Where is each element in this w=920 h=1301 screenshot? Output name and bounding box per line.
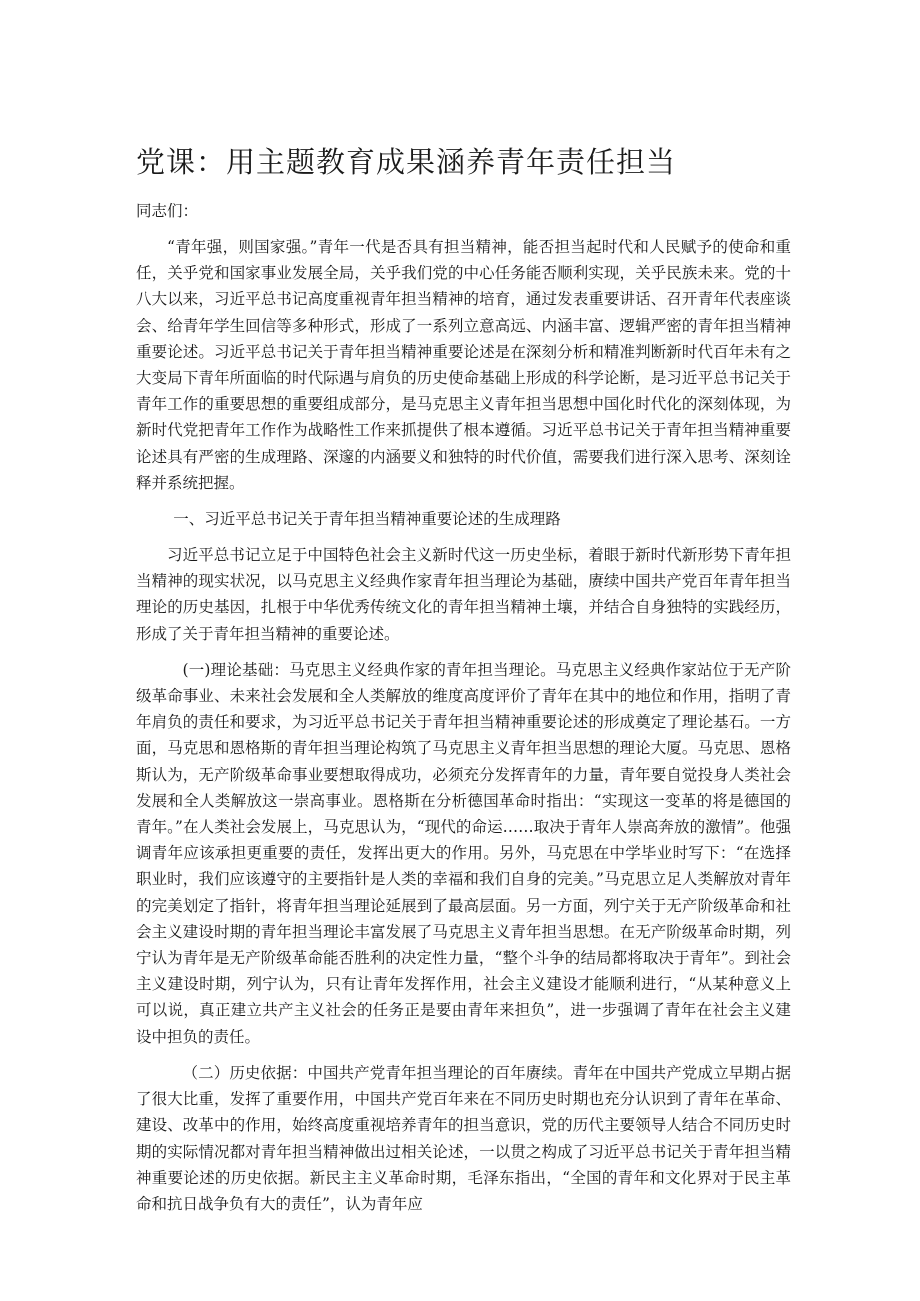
document-page [136,140,791,1227]
intro-paragraph: “青年强，则国家强。”青年一代是否具有担当精神，能否担当起时代和人民赋予的使命和重任，关乎党和国家事业发展全局，关乎我们党的中心任务能否顺利实现，关乎民族未来。党的十八大以来，习近平总书记高度重视青年担当精神的培育，通过发表重要讲话、召开青年代表座谈会、给青年学生回信等多种形式，形成了一系列立意高远、内涵丰富、逻辑严密的青年担当精神重要论述。习近平总书记关于青年担当精神重要论述是在深刻分析和精准判断新时代百年未有之大变局下青年所面临的时代际遇与肩负的历史使命基础上形成的科学论断，是习近平总书记关于青年工作的重要思想的重要组成部分，是马克思主义青年担当思想中国化时代化的深刻体现，为新时代党把青年工作作为战略性工作来抓提供了根本遵循。习近平总书记关于青年担当精神重要论述具有严密的生成理路、深邃的内涵要义和独特的时代价值，需要我们进行深入思考、深刻诠释并系统把握。 [136,238,791,492]
section-1-intro-paragraph: 习近平总书记立足于中国特色社会主义新时代这一历史坐标，着眼于新时代新形势下青年担当精神的现实状况，以马克思主义经典作家青年担当理论为基础，赓续中国共产党百年青年担当理论的历史基因，扎根于中华优秀传统文化的青年担当精神土壤，并结合自身独特的实践经历，形成了关于青年担当精神的重要论述。 [136,546,791,643]
salutation: 同志们： [136,202,199,220]
section-heading-1: 一、习近平总书记关于青年担当精神重要论述的生成理路 [173,510,561,529]
subsection-1-paragraph: (一)理论基础：马克思主义经典作家的青年担当理论。马克思主义经典作家站位于无产阶级革命事业、未来社会发展和全人类解放的维度高度评价了青年在其中的地位和作用，指明了青年肩负的责任和要求，为习近平总书记关于青年担当精神重要论述的形成奠定了理论基石。一方面，马克思和恩格斯的青年担当理论构筑了马克思主义青年担当思想的理论大厦。马克思、恩格斯认为，无产阶级革命事业要想取得成功，必须充分发挥青年的力量，青年要自觉投身人类社会发展和全人类解放这一崇高事业。恩格斯在分析德国革命时指出：“实现这一变革的将是德国的青年。”在人类社会发展上，马克思认为，“现代的命运……取决于青年人崇高奔放的激情”。他强调青年应该承担更重要的责任，发挥出更大的作用。另外，马克思在中学毕业时写下：“在选择职业时，我们应该遵守的主要指针是人类的幸福和我们自身的完美。”马克思立足人类解放对青年的完美划定了指针，将青年担当理论延展到了最高层面。另一方面，列宁关于无产阶级革命和社会主义建设时期的青年担当理论丰富发展了马克思主义青年担当思想。在无产阶级革命时期，列宁认为青年是无产阶级革命能否胜利的决定性力量，“整个斗争的结局都将取决于青年”。到社会主义建设时期，列宁认为，只有让青年发挥作用，社会主义建设才能顺利进行，“从某种意义上可以说，真正建立共产主义社会的任务正是要由青年来担负”，进一步强调了青年在社会主义建设中担负的责任。 [136,660,791,1046]
subsection-2-paragraph: （二）历史依据：中国共产党青年担当理论的百年赓续。青年在中国共产党成立早期占据了很大比重，发挥了重要作用，中国共产党百年来在不同历史时期也充分认识到了青年在革命、建设、改革中的作用，始终高度重视培养青年的担当意识，党的历代主要领导人结合不同历史时期的实际情况都对青年担当精神做出过相关论述，一以贯之构成了习近平总书记关于青年担当精神重要论述的历史依据。新民主主义革命时期，毛泽东指出，“全国的青年和文化界对于民主革命和抗日战争负有大的责任”，认为青年应 [136,1063,791,1213]
document-title: 党课：用主题教育成果涵养青年责任担当 [136,145,677,179]
